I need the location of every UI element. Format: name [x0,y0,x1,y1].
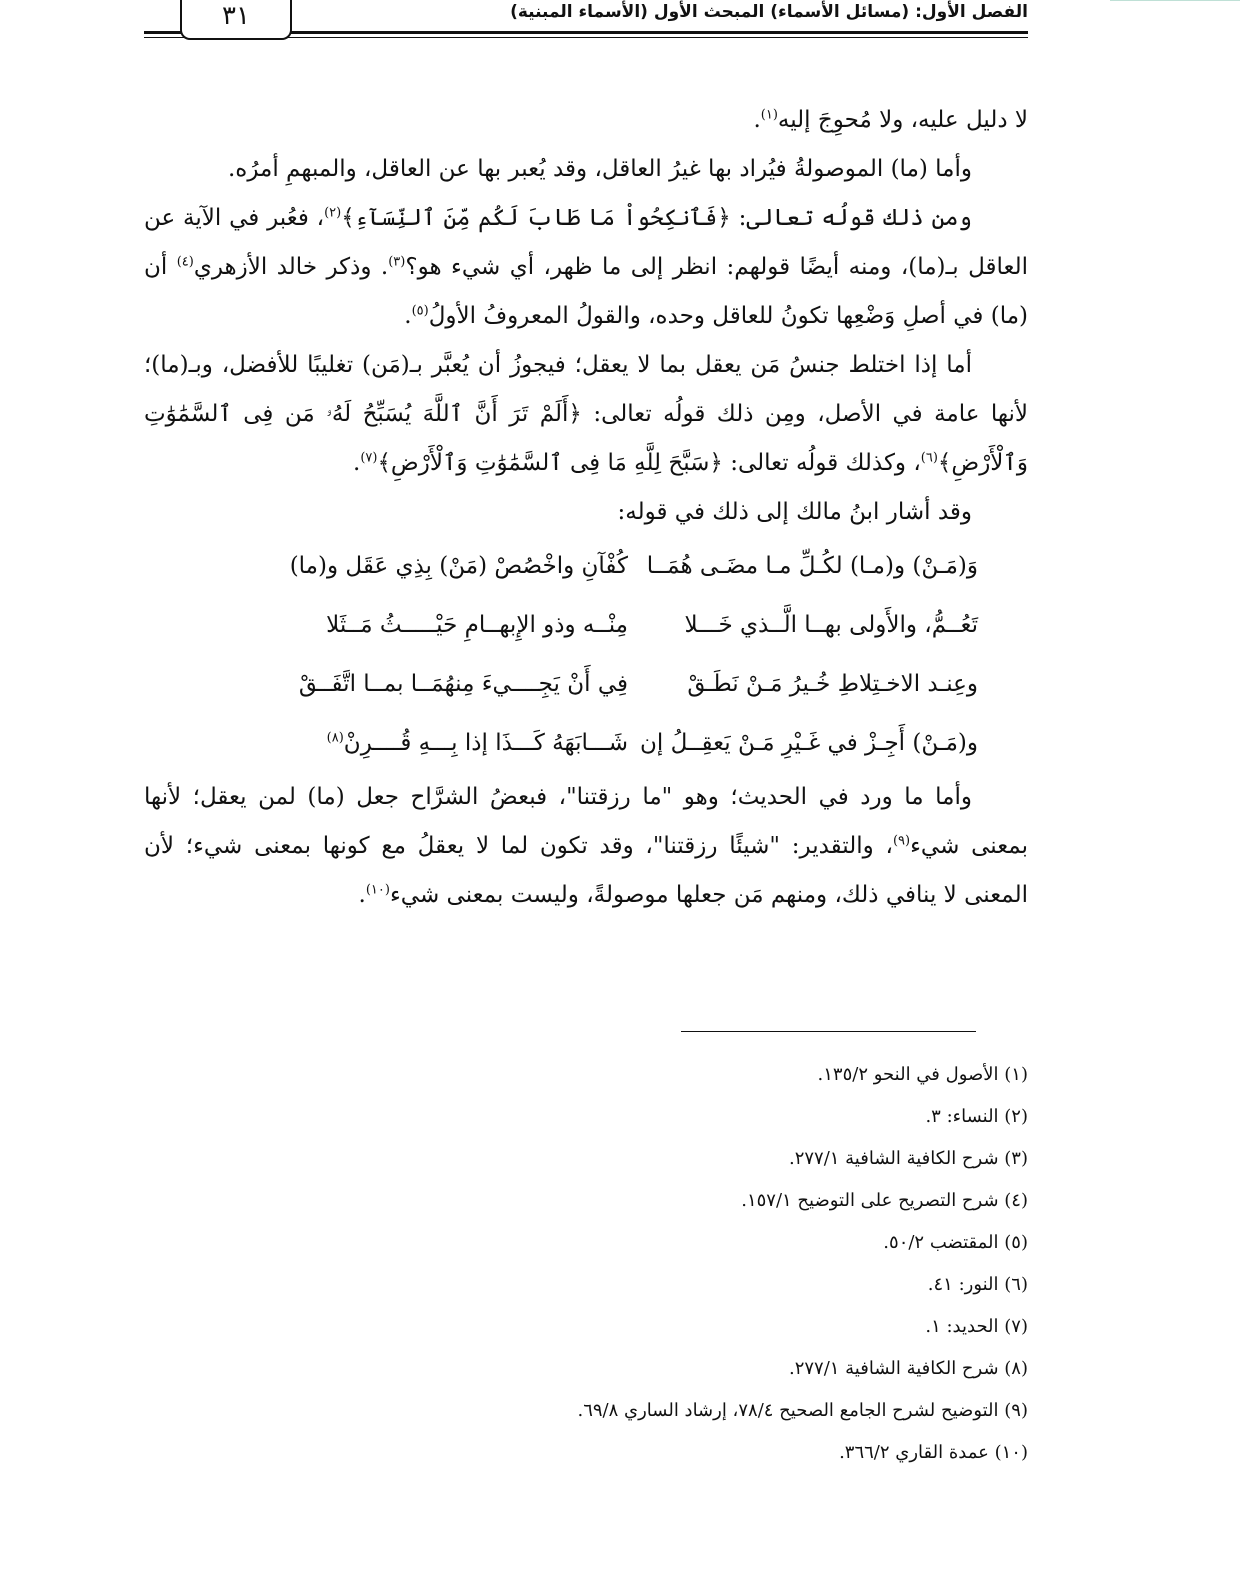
paragraph-5: وقد أشار ابنُ مالك إلى ذلك في قوله: [617,499,972,525]
footnote-separator [681,1031,976,1032]
paragraph-4 [144,341,1028,488]
verse-first-hemistich: وَ(مَـنْ) و(مـا) لكُـلِّ مـا مضَـى هُمَــا [646,553,978,579]
footnote-2: (٢) النساء: ٣. [925,1106,1028,1127]
header-title-lead: الفصل الأول [921,2,1028,22]
paragraph-6-part-b: ، والتقدير: "شيئًا رزقتنا"، وقد تكون لما لا يعقلُ مع كونها بمعنى شيء؛ لأن المعنى لا ينافي ذلك، ومنهم مَن جعلها موصولةً، وليست بمعنى شيء [144,833,1028,908]
footnote-3: (٣) شرح الكافية الشافية ٢٧٧/١. [788,1148,1028,1169]
poem-verse [144,596,1028,655]
footnote-ref-8[interactable]: (٨) [326,730,344,746]
paragraph-3-part-c: . وذكر خالد الأزهري [193,254,389,280]
footnotes [144,1054,1028,1474]
paragraph-4-part-c: . [353,450,361,476]
paragraph-4-part-b: ، وكذلك قولُه تعالى: [722,450,921,476]
verse-first-hemistich: وعِنـد الاخـتِلاطِ خُـيرُ مَـنْ نَطَـقْ [687,671,978,697]
footnote-4: (٤) شرح التصريح على التوضيح ١٥٧/١. [741,1190,1028,1211]
paragraph-6-part-c: . [358,882,366,908]
poem-alfiyya [144,537,1028,773]
footnote-ref-6[interactable]: (٦) [920,450,938,466]
paragraph-3-part-b: ، فعُبر في الآية عن العاقل بـ(ما)، ومنه أيضًا قولهم: انظر إلى ما ظهر، أي شيء هو؟ [144,205,1029,280]
paragraph-6 [144,773,1028,920]
footnote-ref-2[interactable]: (٢) [324,205,342,221]
header-title [510,2,1028,22]
footnote-5: (٥) المقتضب ٥٠/٢. [883,1232,1028,1253]
verse-first-hemistich: تَعُــمُّ، والأَولى بهــا الَّــذي خَـــلا [684,612,978,638]
poem-verse [144,714,1028,773]
footnote-6: (٦) النور: ٤١. [927,1274,1028,1295]
paragraph-3-part-a: ومن ذلك قولُه تعالى: [730,205,972,231]
verse-second-hemistich: فِي أَنْ يَجِــــيءَ مِنهُمَــا بمــا اتَّفَــقْ [298,671,628,697]
paragraph-1-text: لا دليل عليه، ولا مُحوِجَ إليه [777,107,1028,133]
quran-verse-nisa: ﴿فَٱنكِحُواْ مَا طَابَ لَكُم مِّنَ ٱلنِّسَآءِ﴾ [341,205,731,231]
footnote-ref-9[interactable]: (٩) [892,833,911,849]
paragraph-1 [144,96,1028,145]
paragraph-4-part-a: أما إذا اختلط جنسُ مَن يعقل بما لا يعقل؛ فيجوزُ أن يُعبَّر بـ(مَن) تغليبًا للأفضل، وبـ(ما)؛ لأنها عامة في الأصل، ومِن ذلك قولُه تعالى: [144,352,1028,427]
poem-verse [144,537,1028,596]
footnote-ref-3[interactable]: (٣) [388,254,406,270]
footnote-ref-4[interactable]: (٤) [176,254,194,270]
paragraph-3-part-e: . [404,303,412,329]
footnote-1: (١) الأصول في النحو ١٣٥/٢. [817,1064,1028,1085]
verse-second-hemistich: كُفْآنِ واخْصُصْ (مَنْ) بِذِي عَقَل و(ما) [289,553,628,579]
header-title-rest: : (مسائل الأسماء) المبحث الأول (الأسماء المبنية) [510,2,922,22]
footnote-10: (١٠) عمدة القاري ٣٦٦/٢. [839,1442,1028,1463]
main-text [144,96,1028,920]
corner-mark [1110,0,1240,7]
quran-verse-nur: ﴿أَلَمْ تَرَ أَنَّ ٱللَّهَ يُسَبِّحُ لَهُۥ مَن فِى ٱلسَّمَٰوَٰتِ وَٱلْأَرْضِ﴾ [144,401,1028,476]
footnote-ref-1[interactable]: (١) [760,107,778,123]
running-header [144,0,1028,44]
paragraph-3 [144,194,1028,341]
footnote-7: (٧) الحديد: ١. [925,1316,1028,1337]
verse-second-hemistich: مِنْــه وذو الإِبهــامِ حَيْـــــثُ مَــثَلا [326,612,628,638]
paragraph-2: وأما (ما) الموصولةُ فيُراد بها غيرُ العاقل، وقد يُعبر بها عن العاقل، والمبهمِ أمرُه. [227,156,972,182]
verse-second-hemistich [208,719,628,768]
footnote-ref-5[interactable]: (٥) [411,303,429,319]
poem-verse [144,655,1028,714]
paragraph-3-part-d: أن (ما) في أصلِ وَضْعِها تكونُ للعاقل وحده، والقولُ المعروفُ الأولُ [144,254,1028,329]
footnote-ref-7[interactable]: (٧) [360,450,378,466]
verse-first-hemistich: و(مَـنْ) أَجِـزْ في غَـيْرِ مَـنْ يَعقِــلُ إن [640,730,978,756]
footnote-ref-10[interactable]: (١٠) [365,882,390,898]
paragraph-1-end: . [753,107,761,133]
footnote-9: (٩) التوضيح لشرح الجامع الصحيح ٧٨/٤، إرشاد الساري ٦٩/٨. [577,1400,1028,1421]
footnote-8: (٨) شرح الكافية الشافية ٢٧٧/١. [788,1358,1028,1379]
quran-verse-hadid: ﴿سَبَّحَ لِلَّهِ مَا فِى ٱلسَّمَٰوَٰتِ وَٱلْأَرْضِ﴾ [377,450,723,476]
page-number: ٣١ [180,0,292,40]
verse-second-hemistich-text: شَـــابَهَهُ كَـــذَا إذا بِـــهِ قُــــرِنْ [343,730,628,756]
paragraph-6-part-a: وأما ما ورد في الحديث؛ وهو "ما رزقتنا"، فبعضُ الشرَّاح جعل (ما) لمن يعقل؛ لأنها بمعنى شيء [144,784,1028,859]
